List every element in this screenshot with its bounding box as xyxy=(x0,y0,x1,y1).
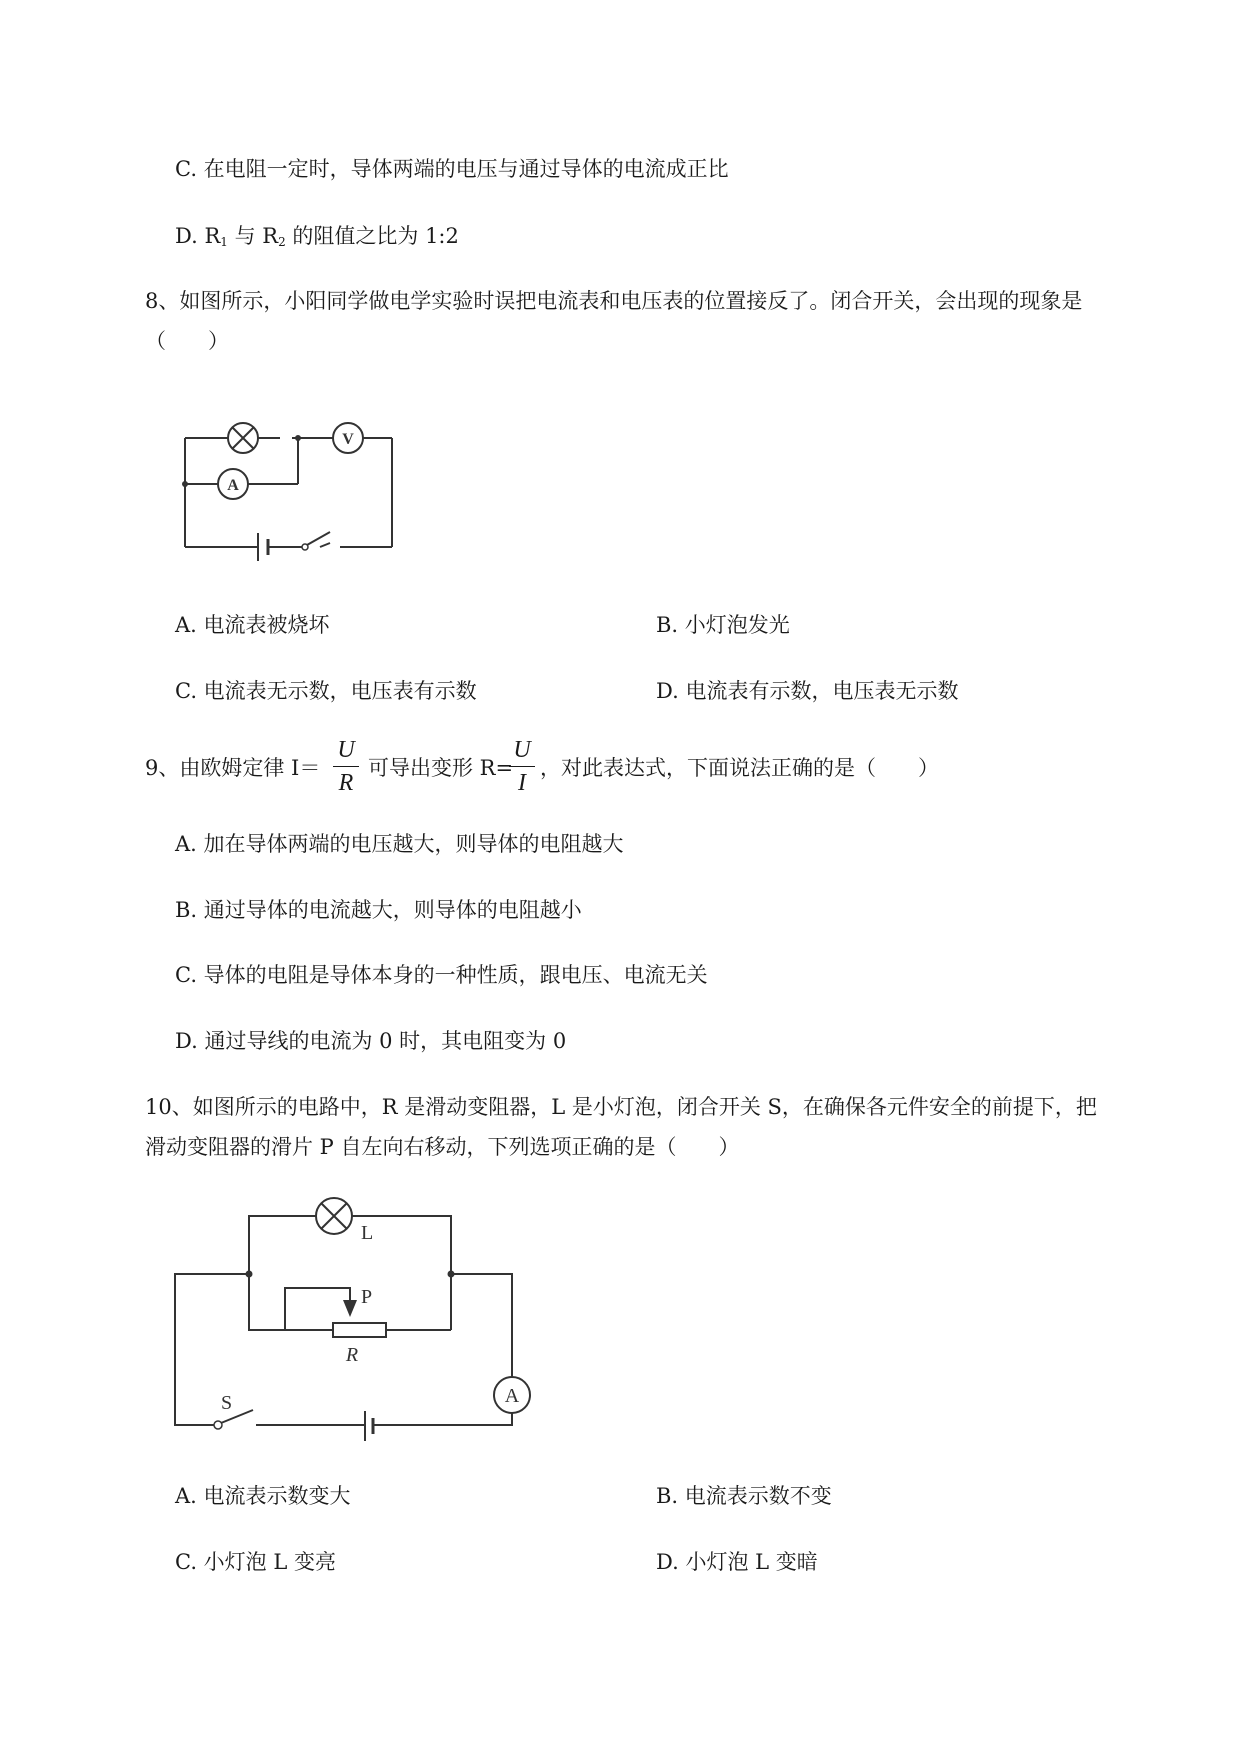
q8-option-a: A. 电流表被烧坏 xyxy=(175,613,330,637)
q10-option-d: D. 小灯泡 L 变暗 xyxy=(656,1550,818,1574)
q9-fraction-2 xyxy=(509,737,535,796)
q8-circuit-diagram xyxy=(170,395,405,570)
q7-option-d xyxy=(175,222,459,256)
q8-junction-dot xyxy=(182,481,188,487)
q9-stem-part3: ，对此表达式，下面说法正确的是（ ） xyxy=(540,756,939,780)
q8-voltmeter-label: V xyxy=(342,431,354,448)
q9-frac2-denominator: I xyxy=(518,770,526,796)
q7-option-d-suffix: 的阻值之比为 1:2 xyxy=(285,224,459,248)
q8-option-c: C. 电流表无示数，电压表有示数 xyxy=(175,679,477,703)
q9-option-a: A. 加在导体两端的电压越大，则导体的电阻越大 xyxy=(175,832,624,856)
q9-fraction-1 xyxy=(333,737,359,796)
q10-switch-label: S xyxy=(221,1392,233,1414)
q9-frac1-bar xyxy=(333,766,359,767)
q9-stem-part2: 可导出变形 R= xyxy=(368,756,514,780)
q10-circuit-diagram xyxy=(165,1185,550,1455)
q7-option-d-prefix: D. R xyxy=(175,224,221,248)
q10-rheostat-label: R xyxy=(345,1344,359,1366)
q10-lamp-icon xyxy=(316,1198,352,1234)
q7-option-d-sub1: 1 xyxy=(220,235,228,249)
q7-option-d-mid: 与 R xyxy=(227,224,279,248)
q9-option-b: B. 通过导体的电流越大，则导体的电阻越小 xyxy=(175,898,582,922)
q9-frac1-numerator: U xyxy=(337,737,355,763)
q8-stem-line1: 8、如图所示，小阳同学做电学实验时误把电流表和电压表的位置接反了。闭合开关，会出现的现象是 xyxy=(145,289,1083,313)
q9-stem-part1: 9、由欧姆定律 I＝ xyxy=(145,756,321,780)
q10-junction-dot xyxy=(246,1271,253,1278)
q10-switch-pivot xyxy=(214,1421,222,1429)
q8-option-d: D. 电流表有示数，电压表无示数 xyxy=(656,679,959,703)
q10-lamp-label: L xyxy=(361,1222,374,1244)
q10-option-c: C. 小灯泡 L 变亮 xyxy=(175,1550,336,1574)
q10-junction-dot xyxy=(448,1271,455,1278)
q8-junction-dot xyxy=(295,435,301,441)
q9-option-d: D. 通过导线的电流为 0 时，其电阻变为 0 xyxy=(175,1029,567,1053)
q8-stem-line2: （ ） xyxy=(145,329,229,353)
q10-option-b: B. 电流表示数不变 xyxy=(656,1484,832,1508)
q10-stem-line2: 滑动变阻器的滑片 P 自左向右移动，下列选项正确的是（ ） xyxy=(145,1135,740,1159)
q8-option-b: B. 小灯泡发光 xyxy=(656,613,790,637)
q8-ammeter-label: A xyxy=(227,477,239,494)
q10-stem-line1: 10、如图所示的电路中，R 是滑动变阻器，L 是小灯泡，闭合开关 S，在确保各元件安全的前提下，把 xyxy=(145,1095,1097,1119)
q10-option-a: A. 电流表示数变大 xyxy=(175,1484,351,1508)
q7-option-d-sub2: 2 xyxy=(278,235,286,249)
q10-slider-arrow-icon xyxy=(343,1300,357,1317)
q9-frac1-denominator: R xyxy=(338,770,354,796)
q8-lamp-icon xyxy=(228,423,258,453)
q10-ammeter-label: A xyxy=(504,1385,520,1407)
q10-slider-label: P xyxy=(361,1286,373,1308)
q9-frac2-bar xyxy=(509,766,535,767)
q8-switch-pivot xyxy=(302,544,308,550)
q7-option-c: C. 在电阻一定时，导体两端的电压与通过导体的电流成正比 xyxy=(175,157,729,181)
q9-frac2-numerator: U xyxy=(513,737,531,763)
q8-voltmeter-icon xyxy=(333,423,363,453)
q9-option-c: C. 导体的电阻是导体本身的一种性质，跟电压、电流无关 xyxy=(175,963,708,987)
q10-rheostat-icon xyxy=(333,1323,386,1337)
q10-ammeter-icon xyxy=(494,1377,530,1413)
q8-ammeter-icon xyxy=(218,469,248,499)
